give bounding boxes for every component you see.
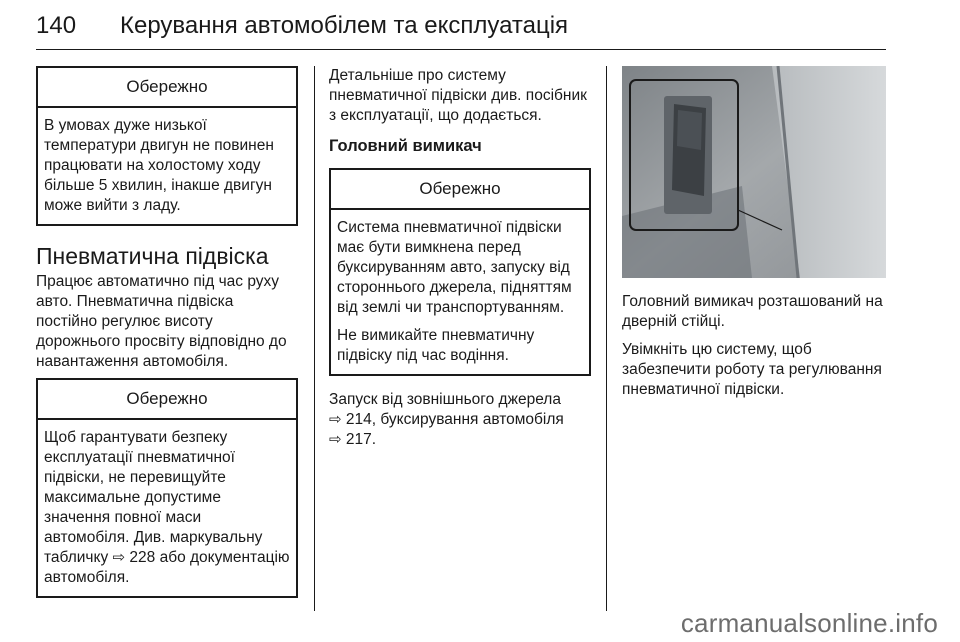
- warning-text: [44, 428, 290, 588]
- photo-caption: Головний вимикач розташований на дверній стійці.: [622, 293, 883, 330]
- reference-label: Запуск від зовнішнього джерела: [329, 391, 561, 408]
- page-ref-arrow-icon: ⇨: [329, 431, 342, 448]
- page-title: Керування автомобілем та експлуатація: [120, 12, 569, 39]
- warning-title: Обережно: [38, 68, 296, 108]
- intro-text: Детальніше про систему пневматичної підвіски див. посібник з експлуатації, що додається.: [329, 67, 587, 124]
- warning-box-max-weight: [36, 378, 298, 598]
- header-rule: [36, 49, 886, 50]
- page-header: [36, 8, 886, 46]
- door-pillar-illustration: [622, 66, 886, 278]
- column-left: [36, 66, 298, 598]
- section-heading-air-suspension: Пневматична підвіска: [36, 243, 269, 269]
- page-ref-arrow-icon: ⇨: [112, 549, 126, 566]
- warning-title: Обережно: [38, 380, 296, 420]
- warning-text-part: 228 або документацію автомобіля.: [44, 549, 290, 586]
- warning-text: В умовах дуже низької температури двигун не повинен працювати на холостому ходу більше 5 хвилин, інакше двигун може вийти з ладу.: [44, 117, 274, 214]
- watermark: carmanualsonline.info: [680, 608, 938, 638]
- column-divider-right: [606, 66, 607, 611]
- reference-link: 214, буксирування автомобіля: [345, 411, 564, 428]
- warning-text-part: Щоб гарантувати безпеку експлуатації пневматичної підвіски, не перевищуйте максимальне допустиме значення повної маси автомобіля. Див. маркувальну табличку: [44, 429, 263, 566]
- page-ref-arrow-icon: ⇨: [329, 411, 342, 428]
- subheading-main-switch: Головний вимикач: [329, 137, 482, 155]
- warning-title: Обережно: [331, 170, 589, 210]
- column-divider-left: [314, 66, 315, 611]
- warning-box-cold-engine: [36, 66, 298, 226]
- reference-link: 217.: [345, 431, 377, 448]
- reference-text: [329, 390, 591, 450]
- section-text: Працює автоматично під час руху авто. Пневматична підвіска постійно регулює висоту дорожнього просвіту відповідно до навантаження автомобіля.: [36, 273, 287, 370]
- switch-instruction-text: Увімкніть цю систему, щоб забезпечити роботу та регулювання пневматичної підвіски.: [622, 341, 882, 398]
- column-middle: [329, 66, 591, 450]
- warning-text: Система пневматичної підвіски має бути вимкнена перед буксируванням авто, запуску від стороннього джерела, підняттям від землі чи транспортуванням.: [337, 219, 572, 316]
- warning-text: Не вимикайте пневматичну підвіску під час водіння.: [337, 327, 535, 364]
- column-right: [622, 66, 886, 400]
- warning-box-switch: [329, 168, 591, 376]
- switch-photo: [622, 66, 886, 278]
- page-number: 140: [36, 12, 77, 39]
